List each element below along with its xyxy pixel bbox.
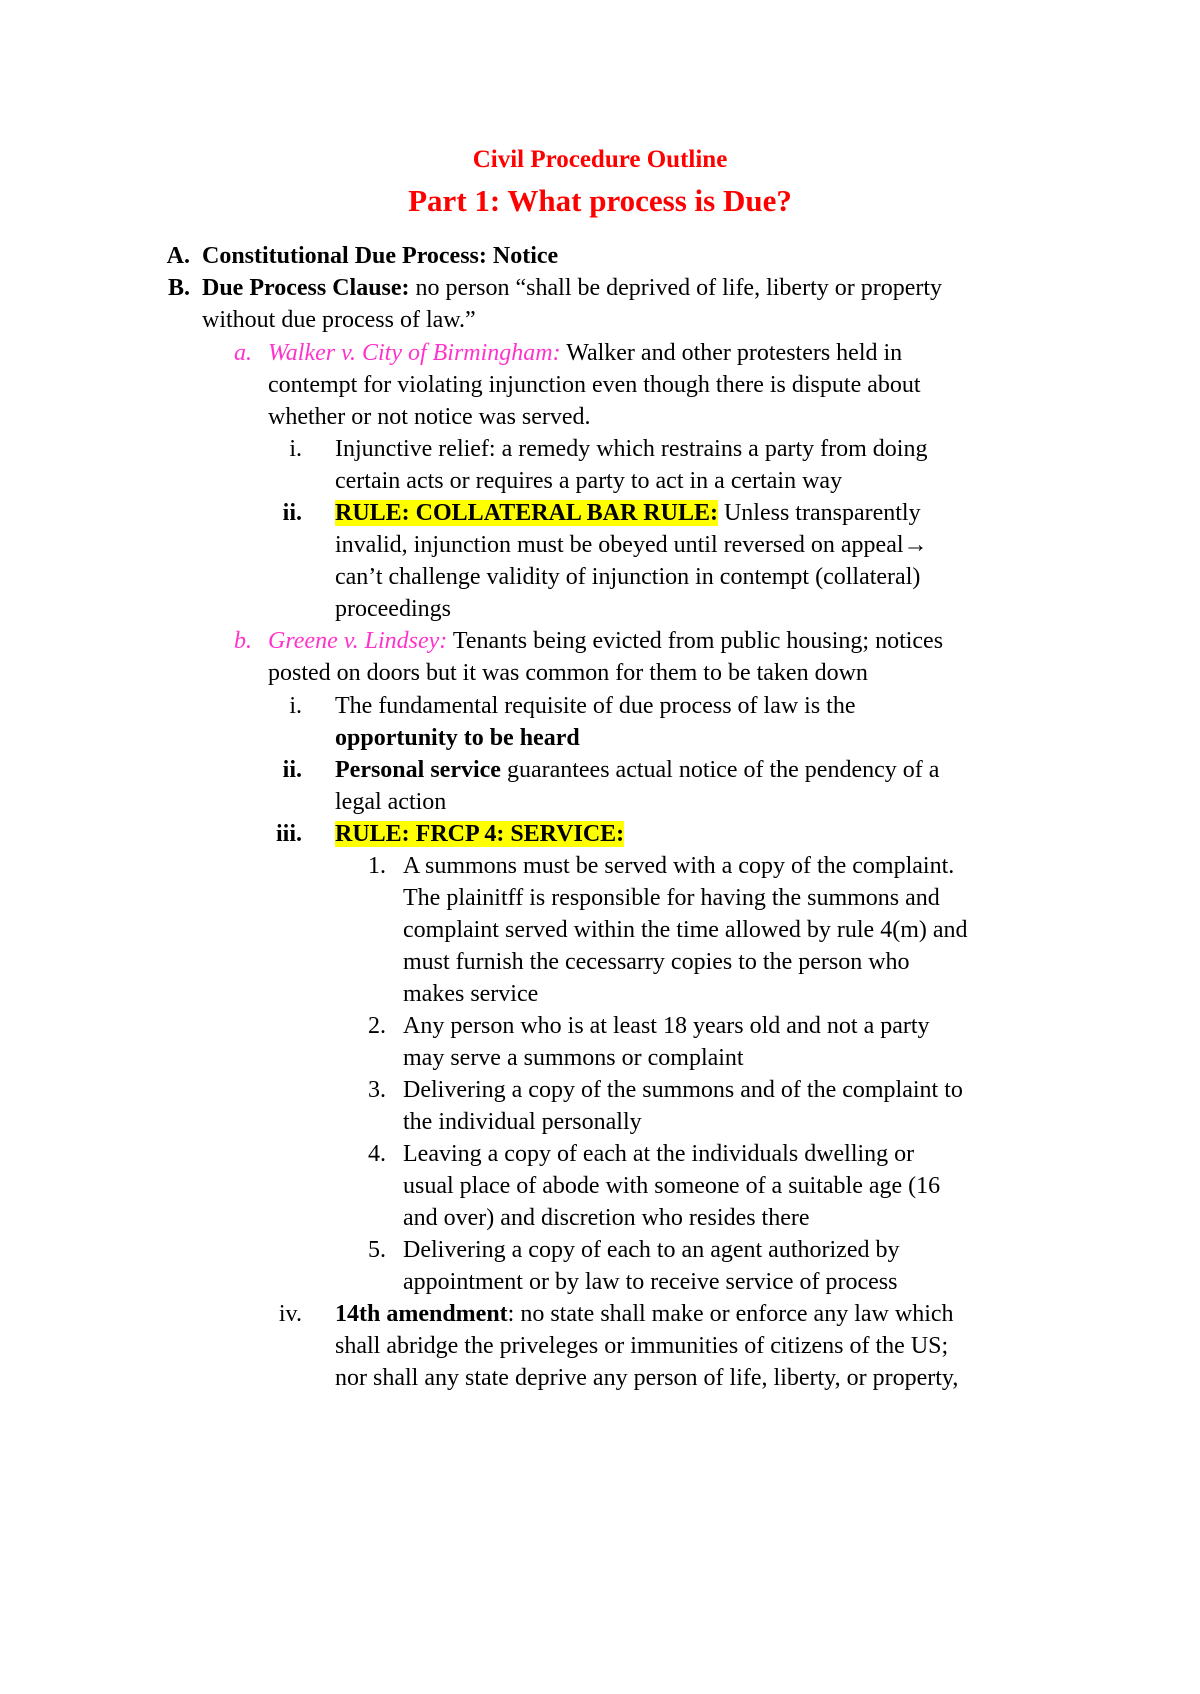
case-a-item-ii-marker: ii. — [282, 500, 302, 526]
section-a-title: Constitutional Due Process: Notice — [202, 243, 559, 269]
case-a-text-3: whether or not notice was served. — [268, 404, 591, 430]
section-a-marker: A. — [166, 243, 190, 269]
case-b-item-iv-text-1: : no state shall make or enforce any law which — [507, 1301, 954, 1327]
case-b-item-i-marker: i. — [289, 693, 302, 719]
frcp4-item-1-line-5: makes service — [403, 981, 539, 1007]
frcp4-rule-highlight: RULE: FRCP 4: SERVICE: — [335, 821, 625, 847]
case-a-line-1 — [268, 337, 902, 369]
case-a-name: Walker v. City of Birmingham: — [268, 340, 561, 366]
case-a-marker: a. — [234, 340, 252, 366]
case-b-line-1 — [268, 625, 943, 657]
frcp4-item-1-line-2: The plainitff is responsible for having the summons and — [403, 885, 940, 911]
case-b-text-1: Tenants being evicted from public housing; notices — [452, 628, 944, 654]
section-b-title: Due Process Clause: — [202, 275, 410, 301]
case-a-item-i-marker: i. — [289, 436, 302, 462]
personal-service-term: Personal service — [335, 757, 501, 783]
frcp4-item-2-line-2: may serve a summons or complaint — [403, 1045, 744, 1071]
frcp4-item-1-line-1: A summons must be served with a copy of the complaint. — [403, 853, 955, 879]
frcp4-item-1-line-3: complaint served within the time allowed by rule 4(m) and — [403, 917, 968, 943]
document-subtitle: Part 1: What process is Due? — [408, 183, 792, 218]
frcp4-item-3-line-2: the individual personally — [403, 1109, 642, 1135]
frcp4-item-4-line-3: and over) and discretion who resides there — [403, 1205, 810, 1231]
frcp4-item-4-line-2: usual place of abode with someone of a suitable age (16 — [403, 1173, 941, 1199]
case-b-item-iv-marker: iv. — [278, 1301, 302, 1327]
case-b-item-ii-line-1 — [335, 754, 939, 786]
frcp4-item-5-marker: 5. — [368, 1237, 386, 1263]
frcp4-item-1-line-4: must furnish the cecessarry copies to the person who — [403, 949, 910, 975]
case-b-text-2: posted on doors but it was common for them to be taken down — [268, 660, 868, 686]
case-b-item-iii-line-1 — [335, 818, 624, 850]
case-b-item-i-text-2: opportunity to be heard — [335, 725, 580, 751]
frcp4-item-3-marker: 3. — [368, 1077, 386, 1103]
frcp4-item-2-marker: 2. — [368, 1013, 386, 1039]
frcp4-item-4-marker: 4. — [368, 1141, 386, 1167]
case-b-item-ii-text-2: legal action — [335, 789, 447, 815]
case-b-item-i-text-1: The fundamental requisite of due process of law is the — [335, 693, 856, 719]
case-b-marker: b. — [234, 628, 252, 654]
case-a-item-ii-text-2: invalid, injunction must be obeyed until reversed on appeal→ — [335, 532, 928, 558]
frcp4-item-2-line-1: Any person who is at least 18 years old and not a party — [403, 1013, 930, 1039]
section-b-text-2: without due process of law.” — [202, 307, 476, 333]
case-a-item-ii-text-3: can’t challenge validity of injunction in contempt (collateral) — [335, 564, 921, 590]
collateral-bar-rule-highlight: RULE: COLLATERAL BAR RULE: — [335, 500, 718, 526]
case-a-item-ii-line-1 — [335, 497, 921, 529]
case-a-item-ii-text-1: Unless transparently — [723, 500, 921, 526]
case-b-item-iv-text-3: nor shall any state deprive any person of life, liberty, or property, — [335, 1365, 959, 1391]
case-b-item-iv-line-1 — [335, 1298, 954, 1330]
frcp4-item-5-line-2: appointment or by law to receive service of process — [403, 1269, 898, 1295]
case-a-item-ii-text-4: proceedings — [335, 596, 451, 622]
case-a-text-1: Walker and other protesters held in — [566, 340, 903, 366]
case-b-name: Greene v. Lindsey: — [268, 628, 448, 654]
case-a-text-2: contempt for violating injunction even though there is dispute about — [268, 372, 921, 398]
case-b-item-iii-marker: iii. — [275, 821, 302, 847]
frcp4-item-5-line-1: Delivering a copy of each to an agent authorized by — [403, 1237, 900, 1263]
frcp4-item-1-marker: 1. — [368, 853, 386, 879]
section-b-marker: B. — [167, 275, 190, 301]
case-a-item-i-text-2: certain acts or requires a party to act in a certain way — [335, 468, 843, 494]
section-b-line-1 — [202, 272, 942, 304]
case-a-item-i-text-1: Injunctive relief: a remedy which restrains a party from doing — [335, 436, 928, 462]
case-b-item-iv-text-2: shall abridge the priveleges or immunities of citizens of the US; — [335, 1333, 949, 1359]
section-b-text-1: no person “shall be deprived of life, liberty or property — [415, 275, 943, 301]
case-b-item-ii-text-1: guarantees actual notice of the pendency of a — [506, 757, 940, 783]
frcp4-item-3-line-1: Delivering a copy of the summons and of the complaint to — [403, 1077, 963, 1103]
frcp4-item-4-line-1: Leaving a copy of each at the individuals dwelling or — [403, 1141, 915, 1167]
document-title: Civil Procedure Outline — [472, 146, 728, 173]
fourteenth-amendment-term: 14th amendment — [335, 1301, 508, 1327]
case-b-item-ii-marker: ii. — [282, 757, 302, 783]
